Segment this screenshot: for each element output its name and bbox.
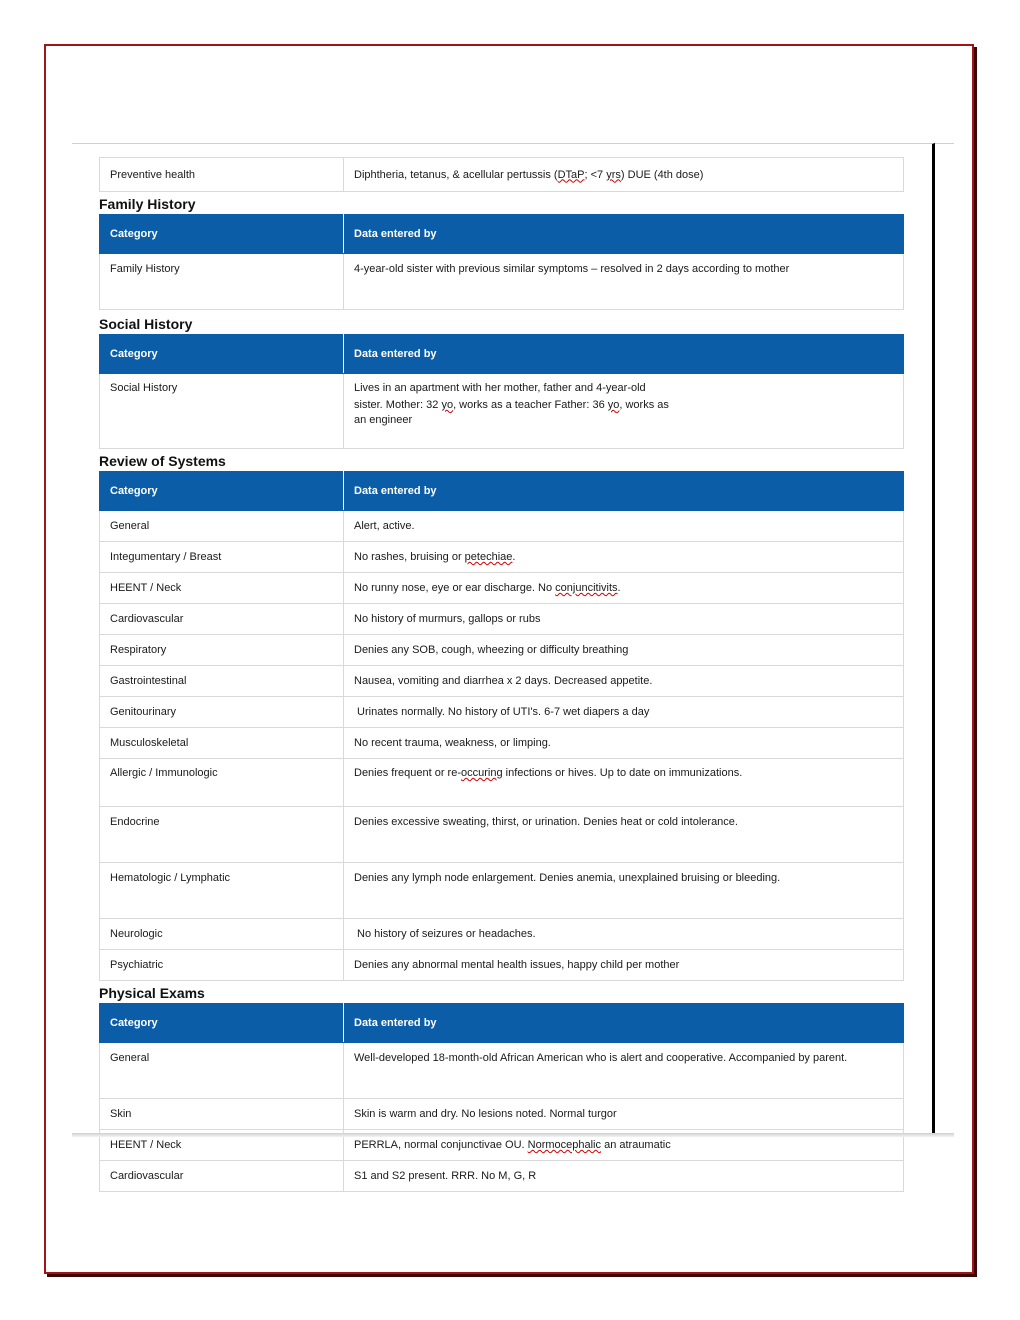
table-row xyxy=(100,666,904,697)
table-row xyxy=(100,158,904,192)
value-cell: Nausea, vomiting and diarrhea x 2 days. Decreased appetite. xyxy=(344,666,904,697)
table-header-row xyxy=(100,472,904,511)
value-cell: Skin is warm and dry. No lesions noted. Normal turgor xyxy=(344,1099,904,1130)
category-cell: Social History xyxy=(100,374,344,449)
social-line-2: sister. Mother: 32 yo, works as a teacher Father: 36 yo, works as xyxy=(354,399,669,411)
data-header: Data entered by xyxy=(344,472,904,511)
table-row xyxy=(100,759,904,807)
category-header: Category xyxy=(100,215,344,254)
page-bottom-edge xyxy=(72,1133,954,1137)
table-row xyxy=(100,254,904,310)
value-cell: 4-year-old sister with previous similar symptoms – resolved in 2 days according to mother xyxy=(344,254,904,310)
table-row xyxy=(100,1161,904,1192)
value-cell: Denies any SOB, cough, wheezing or difficulty breathing xyxy=(344,635,904,666)
data-header: Data entered by xyxy=(344,335,904,374)
page-content xyxy=(99,157,904,1192)
table-row xyxy=(100,374,904,449)
value-cell: Urinates normally. No history of UTI's. 6-7 wet diapers a day xyxy=(344,697,904,728)
category-cell: General xyxy=(100,511,344,542)
value-cell: Diphtheria, tetanus, & acellular pertussis (DTaP; <7 yrs) DUE (4th dose) xyxy=(344,158,904,192)
preventive-health-table xyxy=(99,157,904,192)
value-cell: Denies any abnormal mental health issues, happy child per mother xyxy=(344,950,904,981)
category-cell: Integumentary / Breast xyxy=(100,542,344,573)
category-cell: Allergic / Immunologic xyxy=(100,759,344,807)
table-row xyxy=(100,919,904,950)
value-cell: No recent trauma, weakness, or limping. xyxy=(344,728,904,759)
category-cell: HEENT / Neck xyxy=(100,1130,344,1161)
category-cell: Hematologic / Lymphatic xyxy=(100,863,344,919)
social-history-title: Social History xyxy=(99,316,193,332)
category-cell: Skin xyxy=(100,1099,344,1130)
table-row xyxy=(100,863,904,919)
physical-exams-title: Physical Exams xyxy=(99,985,205,1001)
document-page xyxy=(72,143,935,1182)
category-cell: Gastrointestinal xyxy=(100,666,344,697)
table-header-row xyxy=(100,335,904,374)
social-history-table xyxy=(99,334,904,449)
value-cell: No runny nose, eye or ear discharge. No conjuncitivits. xyxy=(344,573,904,604)
review-of-systems-table xyxy=(99,471,904,981)
table-header-row xyxy=(100,1004,904,1043)
value-cell: Denies frequent or re-occuring infections or hives. Up to date on immunizations. xyxy=(344,759,904,807)
category-header: Category xyxy=(100,1004,344,1043)
table-row xyxy=(100,728,904,759)
table-row xyxy=(100,807,904,863)
category-header: Category xyxy=(100,335,344,374)
category-header: Category xyxy=(100,472,344,511)
table-row xyxy=(100,950,904,981)
table-row xyxy=(100,604,904,635)
category-cell: Endocrine xyxy=(100,807,344,863)
category-cell: Cardiovascular xyxy=(100,604,344,635)
value-cell: S1 and S2 present. RRR. No M, G, R xyxy=(344,1161,904,1192)
table-row xyxy=(100,697,904,728)
category-cell: General xyxy=(100,1043,344,1099)
physical-exams-table xyxy=(99,1003,904,1192)
table-row xyxy=(100,1099,904,1130)
social-line-3: an engineer xyxy=(354,414,413,426)
table-row xyxy=(100,542,904,573)
table-row xyxy=(100,1043,904,1099)
page-top-rule xyxy=(932,143,954,144)
value-cell: No rashes, bruising or petechiae. xyxy=(344,542,904,573)
social-line-1: Lives in an apartment with her mother, father and 4-year-old xyxy=(354,382,646,394)
table-header-row xyxy=(100,215,904,254)
family-history-title: Family History xyxy=(99,196,196,212)
category-cell: Preventive health xyxy=(100,158,344,192)
value-cell: PERRLA, normal conjunctivae OU. Normocephalic an atraumatic xyxy=(344,1130,904,1161)
category-cell: Musculoskeletal xyxy=(100,728,344,759)
data-header: Data entered by xyxy=(344,215,904,254)
value-cell xyxy=(344,374,904,449)
data-header: Data entered by xyxy=(344,1004,904,1043)
value-cell: Denies any lymph node enlargement. Denies anemia, unexplained bruising or bleeding. xyxy=(344,863,904,919)
category-cell: Respiratory xyxy=(100,635,344,666)
value-cell: Alert, active. xyxy=(344,511,904,542)
review-of-systems-title: Review of Systems xyxy=(99,453,226,469)
family-history-table xyxy=(99,214,904,310)
value-cell: Well-developed 18-month-old African American who is alert and cooperative. Accompanied by parent. xyxy=(344,1043,904,1099)
value-cell: Denies excessive sweating, thirst, or urination. Denies heat or cold intolerance. xyxy=(344,807,904,863)
category-cell: Neurologic xyxy=(100,919,344,950)
table-row xyxy=(100,573,904,604)
value-cell: No history of seizures or headaches. xyxy=(344,919,904,950)
category-cell: Cardiovascular xyxy=(100,1161,344,1192)
category-cell: Psychiatric xyxy=(100,950,344,981)
table-row xyxy=(100,511,904,542)
category-cell: Family History xyxy=(100,254,344,310)
category-cell: HEENT / Neck xyxy=(100,573,344,604)
category-cell: Genitourinary xyxy=(100,697,344,728)
table-row xyxy=(100,635,904,666)
value-cell: No history of murmurs, gallops or rubs xyxy=(344,604,904,635)
